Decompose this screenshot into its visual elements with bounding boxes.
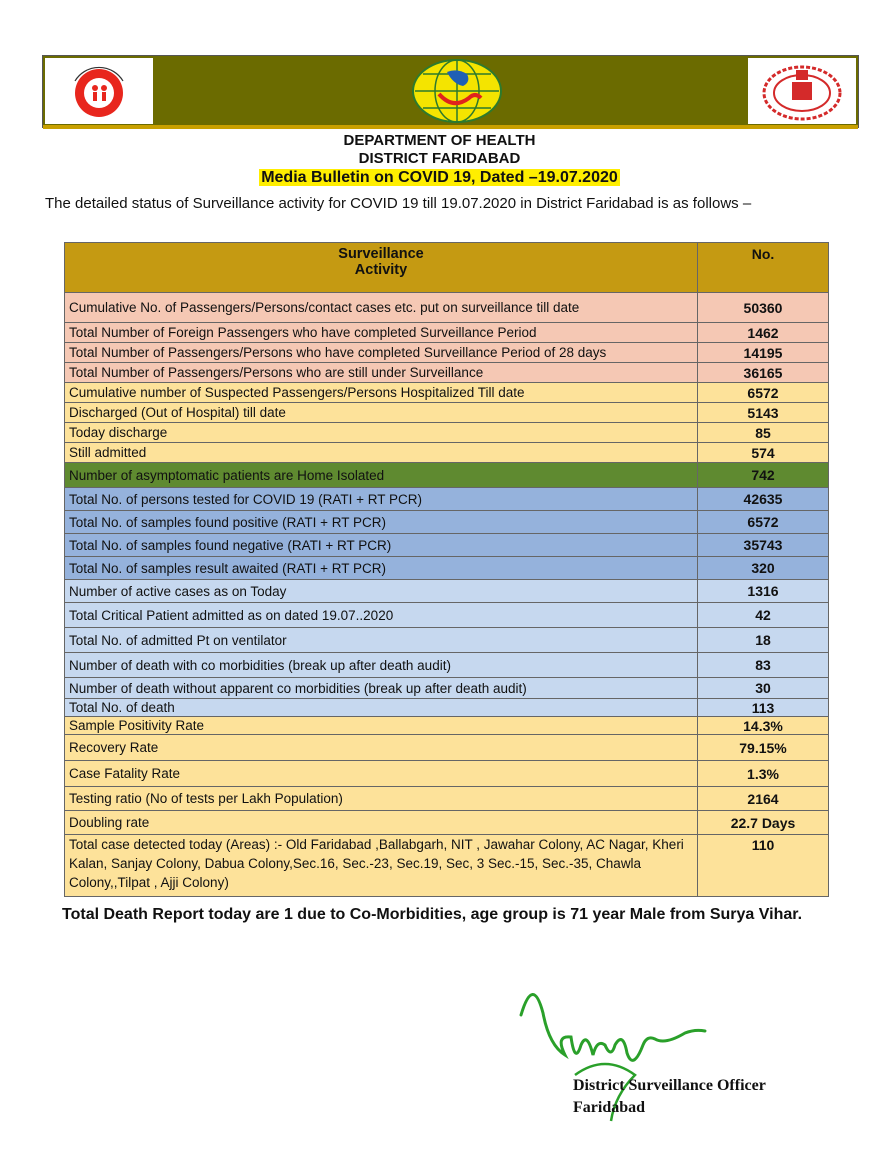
row-label: Number of asymptomatic patients are Home Isolated (65, 463, 698, 488)
row-value: 30 (698, 678, 829, 699)
row-value: 14195 (698, 343, 829, 363)
table-row (65, 534, 829, 557)
row-value: 35743 (698, 534, 829, 557)
district-title: DISTRICT FARIDABAD (358, 150, 521, 167)
row-value: 50360 (698, 293, 829, 323)
officer-title: District Surveillance Officer (573, 1077, 766, 1094)
officer-place: Faridabad (573, 1099, 646, 1116)
row-label: Still admitted (65, 443, 698, 463)
nhm-logo (45, 58, 153, 124)
row-label: Case Fatality Rate (65, 761, 698, 787)
row-label: Sample Positivity Rate (65, 717, 698, 735)
row-label: Doubling rate (65, 811, 698, 835)
header-no: No. (698, 243, 829, 293)
row-value: 6572 (698, 383, 829, 403)
banner-strip (43, 125, 858, 129)
row-value: 1.3% (698, 761, 829, 787)
intro-text: The detailed status of Surveillance activity for COVID 19 till 19.07.2020 in District Faridabad is as follows – (45, 195, 752, 212)
row-value: 742 (698, 463, 829, 488)
bulletin-title-text: Media Bulletin on COVID 19, Dated –19.07.2020 (261, 169, 618, 186)
row-label: Testing ratio (No of tests per Lakh Population) (65, 787, 698, 811)
table-row (65, 603, 829, 628)
row-value: 14.3% (698, 717, 829, 735)
table-row (65, 443, 829, 463)
row-label: Cumulative number of Suspected Passengers/Persons Hospitalized Till date (65, 383, 698, 403)
table-row (65, 463, 829, 488)
table-row (65, 628, 829, 653)
row-label: Total Number of Passengers/Persons who are still under Surveillance (65, 363, 698, 383)
globe-logo (407, 58, 507, 124)
row-value: 42635 (698, 488, 829, 511)
row-label: Total Critical Patient admitted as on dated 19.07..2020 (65, 603, 698, 628)
row-value: 18 (698, 628, 829, 653)
header-activity: Surveillance Activity (65, 243, 698, 293)
row-label: Total No. of persons tested for COVID 19 (RATI + RT PCR) (65, 488, 698, 511)
row-value: 110 (698, 835, 829, 897)
department-title: DEPARTMENT OF HEALTH (343, 132, 536, 149)
header-banner (42, 55, 859, 128)
row-value: 2164 (698, 787, 829, 811)
row-label: Today discharge (65, 423, 698, 443)
row-value: 83 (698, 653, 829, 678)
table-row (65, 557, 829, 580)
row-label: Total Number of Foreign Passengers who have completed Surveillance Period (65, 323, 698, 343)
table-row (65, 787, 829, 811)
table-row (65, 699, 829, 717)
haryana-emblem (748, 58, 856, 124)
table-row (65, 835, 829, 897)
row-label: Number of active cases as on Today (65, 580, 698, 603)
row-label: Total No. of samples found negative (RATI + RT PCR) (65, 534, 698, 557)
table-row (65, 811, 829, 835)
table-header-row (65, 243, 829, 293)
row-value: 113 (698, 699, 829, 717)
table-row (65, 761, 829, 787)
row-label: Total case detected today (Areas) :- Old Faridabad ,Ballabgarh, NIT , Jawahar Colony, AC Nagar, Kheri Kalan, Sanjay Colony, Dabua Colony,Sec.16, Sec.-23, Sec.19, Sec, 3 Sec.-15, Sec.-35, Chawla Colony,,Tilpat , Ajji Colony) (65, 835, 698, 897)
bulletin-title (0, 169, 879, 187)
row-value: 6572 (698, 511, 829, 534)
row-label: Total No. of death (65, 699, 698, 717)
row-label: Total No. of samples found positive (RATI + RT PCR) (65, 511, 698, 534)
officer-signature-block (573, 1075, 766, 1119)
table-row (65, 323, 829, 343)
table-row (65, 293, 829, 323)
row-label: Total No. of samples result awaited (RATI + RT PCR) (65, 557, 698, 580)
row-value: 85 (698, 423, 829, 443)
table-row (65, 735, 829, 761)
row-value: 574 (698, 443, 829, 463)
table-row (65, 511, 829, 534)
table-row (65, 488, 829, 511)
row-value: 1462 (698, 323, 829, 343)
table-row (65, 423, 829, 443)
row-value: 5143 (698, 403, 829, 423)
table-row (65, 580, 829, 603)
table-row (65, 343, 829, 363)
table-row (65, 403, 829, 423)
table-row (65, 363, 829, 383)
row-label: Discharged (Out of Hospital) till date (65, 403, 698, 423)
table-row (65, 678, 829, 699)
table-row (65, 717, 829, 735)
row-value: 1316 (698, 580, 829, 603)
row-value: 22.7 Days (698, 811, 829, 835)
table-row (65, 383, 829, 403)
row-label: Total No. of admitted Pt on ventilator (65, 628, 698, 653)
table-row (65, 653, 829, 678)
row-label: Number of death with co morbidities (break up after death audit) (65, 653, 698, 678)
row-value: 79.15% (698, 735, 829, 761)
row-label: Recovery Rate (65, 735, 698, 761)
surveillance-table (64, 242, 829, 897)
row-label: Total Number of Passengers/Persons who have completed Surveillance Period of 28 days (65, 343, 698, 363)
row-label: Cumulative No. of Passengers/Persons/contact cases etc. put on surveillance till date (65, 293, 698, 323)
row-label: Number of death without apparent co morbidities (break up after death audit) (65, 678, 698, 699)
row-value: 320 (698, 557, 829, 580)
row-value: 42 (698, 603, 829, 628)
death-report-note: Total Death Report today are 1 due to Co-Morbidities, age group is 71 year Male from Surya Vihar. (62, 906, 803, 923)
row-value: 36165 (698, 363, 829, 383)
